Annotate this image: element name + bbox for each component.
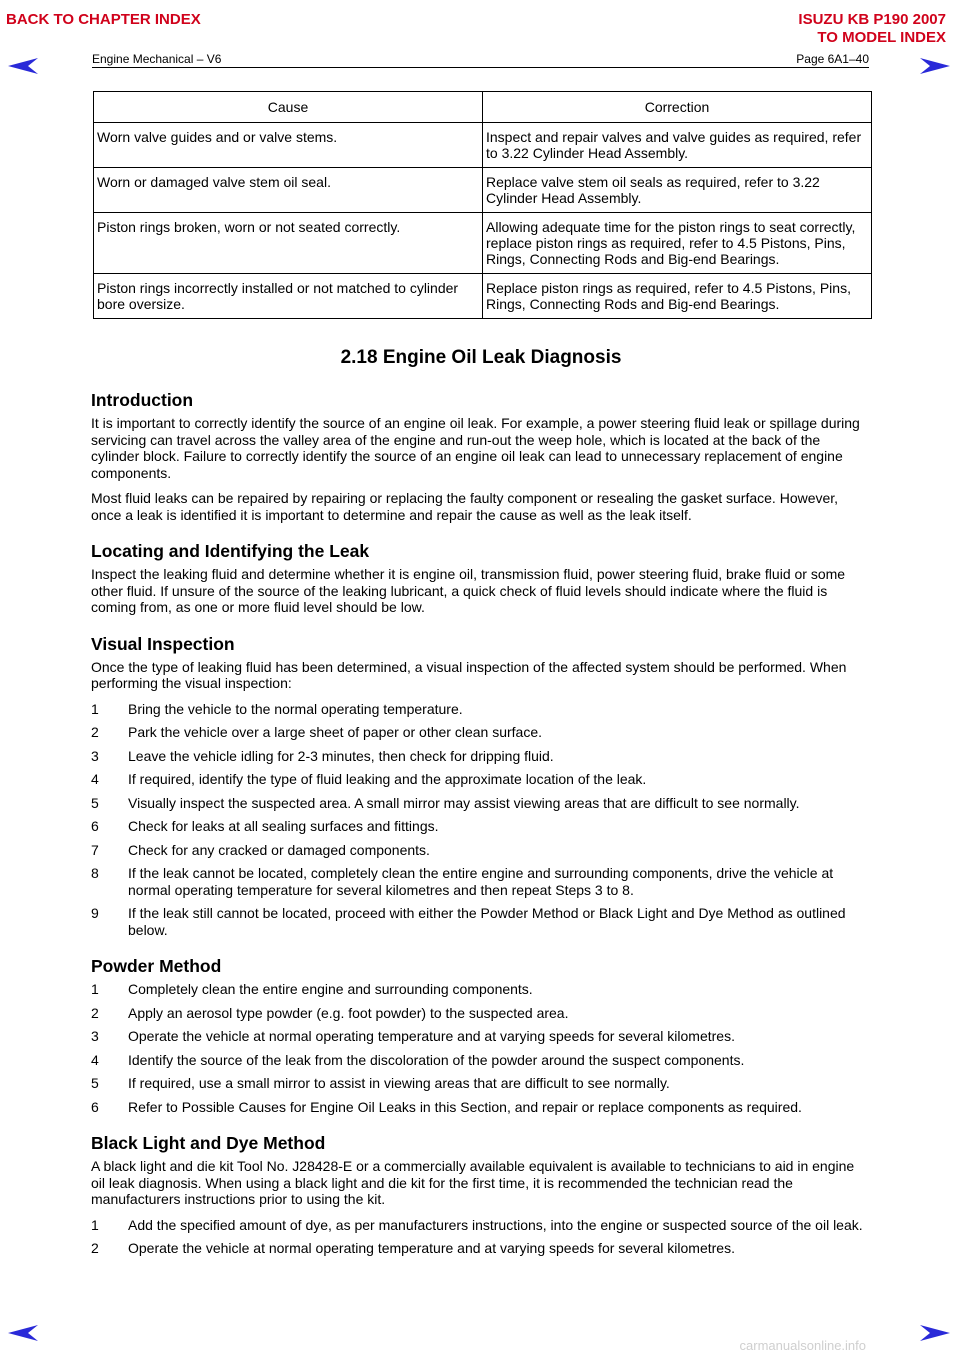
prev-page-arrow-bottom-icon[interactable] (8, 1325, 38, 1341)
visual-inspection-paragraph: Once the type of leaking fluid has been determined, a visual inspection of the affected system should be performed. When performing the visual inspection: (91, 658, 847, 691)
locating-paragraph: Inspect the leaking fluid and determine whether it is engine oil, transmission fluid, power steering fluid, brake fluid or some other fluid. If unsure of the source of the leaking lubricant, a quick check of fluid levels should indicate where the fluid is coming from, as one or more fluid level should be low. (91, 566, 846, 615)
page-header (92, 52, 869, 68)
introduction-heading: Introduction (91, 390, 194, 410)
list-item: 2 Park the vehicle over a large sheet of paper or other clean surface. (91, 724, 543, 740)
list-item: 3 Leave the vehicle idling for 2-3 minutes, then check for dripping fluid. (91, 747, 554, 764)
page-number: Page 6A1–40 (796, 52, 869, 66)
black-light-dye-steps (91, 1217, 871, 1257)
table-row (94, 168, 872, 213)
prev-page-arrow-icon[interactable] (8, 58, 38, 74)
cause-cell: Worn or damaged valve stem oil seal. (94, 168, 483, 213)
list-item: 7 Check for any cracked or damaged components. (91, 841, 430, 858)
watermark: carmanualsonline.info (739, 1338, 866, 1353)
black-light-dye-heading: Black Light and Dye Method (91, 1133, 326, 1153)
black-light-dye-paragraph: A black light and die kit Tool No. J28428-E or a commercially available equivalent is available to technicians to aid in engine oil leak diagnosis. When using a black light and die kit for the first time, it is recommended the technician read the manufacturers instructions prior to using the kit. (91, 1158, 855, 1207)
list-item: 8 If the leak cannot be located, completely clean the entire engine and surrounding components, drive the vehicle at normal operating temperature for several kilometres and then repeat Steps 3 to 8. (91, 865, 834, 898)
back-to-chapter-index-link[interactable]: BACK TO CHAPTER INDEX (6, 11, 201, 28)
column-header-correction: Correction (483, 92, 872, 123)
section-title: 2.18 Engine Oil Leak Diagnosis (340, 347, 622, 368)
next-page-arrow-bottom-icon[interactable] (920, 1325, 950, 1341)
list-item: 1 Completely clean the entire engine and surrounding components. (91, 981, 533, 997)
next-page-arrow-icon[interactable] (920, 58, 950, 74)
cause-cell: Piston rings broken, worn or not seated correctly. (94, 213, 483, 274)
cause-cell: Worn valve guides and or valve stems. (94, 123, 483, 168)
powder-method-steps (91, 981, 871, 1115)
list-item: 1 Bring the vehicle to the normal operating temperature. (91, 700, 463, 717)
visual-inspection-heading: Visual Inspection (91, 633, 235, 654)
visual-inspection-steps (91, 701, 871, 939)
list-item: 5 Visually inspect the suspected area. A small mirror may assist viewing areas that are difficult to see normally. (91, 794, 800, 811)
list-item: 6 Check for leaks at all sealing surfaces and fittings. (91, 818, 439, 834)
list-item: 5 If required, use a small mirror to assist in viewing areas that are difficult to see normally. (91, 1075, 670, 1091)
list-item: 6 Refer to Possible Causes for Engine Oil Leaks in this Section, and repair or replace components as required. (91, 1098, 802, 1115)
list-item: 9 If the leak still cannot be located, proceed with either the Powder Method or Black Light and Dye Method as outlined below. (91, 905, 846, 938)
correction-cell: Replace piston rings as required, refer to 4.5 Pistons, Pins, Rings, Connecting Rods and Big-end Bearings. (483, 274, 872, 319)
list-item: 4 If required, identify the type of fluid leaking and the approximate location of the leak. (91, 771, 647, 787)
list-item: 2 Apply an aerosol type powder (e.g. foot powder) to the suspected area. (91, 1004, 569, 1021)
list-item: 4 Identify the source of the leak from the discoloration of the powder around the suspect components. (91, 1051, 745, 1068)
chapter-title: Engine Mechanical – V6 (92, 52, 222, 66)
list-item: 1 Add the specified amount of dye, as per manufacturers instructions, into the engine or suspected source of the oil leak. (91, 1216, 863, 1233)
list-item: 2 Operate the vehicle at normal operating temperature and at varying speeds for several kilometres. (91, 1240, 735, 1256)
locating-heading: Locating and Identifying the Leak (91, 541, 370, 561)
column-header-cause: Cause (94, 92, 483, 123)
powder-method-heading: Powder Method (91, 956, 222, 976)
table-row (94, 213, 872, 274)
introduction-paragraph: It is important to correctly identify the source of an engine oil leak. For example, a power steering fluid leak or spillage during servicing can travel across the valley area of the engine and run-out the weep hole, which is located at the back of the cylinder block. Failure to correctly identify the source of an engine oil leak can lead to unnecessary replacement of engine components. (91, 415, 860, 481)
table-row (94, 123, 872, 168)
correction-cell: Inspect and repair valves and valve guides as required, refer to 3.22 Cylinder Head Assembly. (483, 123, 872, 168)
table-row (94, 274, 872, 319)
cause-correction-table (93, 91, 872, 319)
list-item: 3 Operate the vehicle at normal operating temperature and at varying speeds for several kilometres. (91, 1028, 735, 1044)
introduction-paragraph: Most fluid leaks can be repaired by repairing or replacing the faulty component or resealing the gasket surface. However, once a leak is identified it is important to determine and repair the cause as well as the leak itself. (91, 490, 839, 523)
correction-cell: Replace valve stem oil seals as required, refer to 3.22 Cylinder Head Assembly. (483, 168, 872, 213)
correction-cell: Allowing adequate time for the piston rings to seat correctly, replace piston rings as required, refer to 4.5 Pistons, Pins, Rings, Connecting Rods and Big-end Bearings. (483, 213, 872, 274)
table-header-row (94, 92, 872, 123)
to-model-index-text: TO MODEL INDEX (817, 29, 946, 46)
model-index-link[interactable] (798, 11, 946, 47)
cause-cell: Piston rings incorrectly installed or not matched to cylinder bore oversize. (94, 274, 483, 319)
model-name-text: ISUZU KB P190 2007 (798, 11, 946, 28)
main-content (91, 346, 871, 1266)
